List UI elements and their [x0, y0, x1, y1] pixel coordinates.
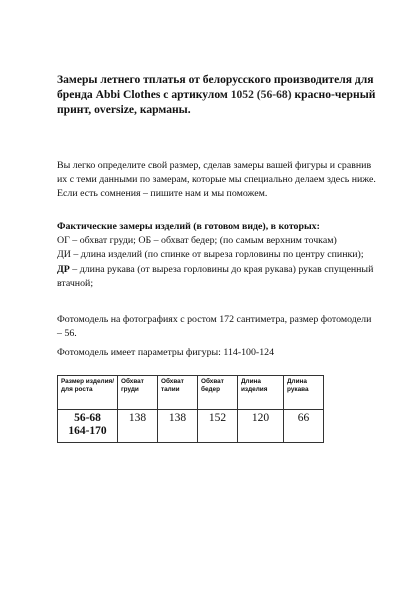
- size-table: [57, 375, 324, 443]
- table-header-cell: Длина изделия: [238, 376, 284, 410]
- definition-di: ДИ – длина изделий (по спинке от выреза горловины по центру спинки);: [57, 249, 364, 261]
- definitions-heading: Фактические замеры изделий (в готовом виде), в которых:: [57, 221, 320, 232]
- height-range: 164-170: [68, 425, 107, 437]
- table-cell: 152: [198, 410, 238, 443]
- intro-paragraph: Вы легко определите свой размер, сделав замеры вашей фигуры и сравнив их с теми данными по замерам, которые мы специально делаем здесь ниже. Если есть сомнения – пишите нам и мы поможем.: [57, 160, 376, 200]
- table-header-cell: Длина рукава: [284, 376, 324, 410]
- size-cell: [58, 410, 118, 443]
- title-tail: красно-черный принт, oversize, карманы.: [57, 88, 376, 116]
- model-params: Фотомодель имеет параметры фигуры: 114-100-124: [57, 347, 275, 358]
- table-row: [58, 410, 324, 443]
- document-title: [57, 72, 377, 117]
- table-cell: 138: [118, 410, 158, 443]
- table-header-row: [58, 376, 324, 410]
- definition-dr-text: – длина рукава (от выреза горловины до края рукава) рукав спущенный втачной;: [57, 263, 374, 289]
- title-main: Замеры летнего тплатья от белорусского производителя для бренда Abbi Clothes с артикулом: [57, 73, 374, 101]
- table-header-cell: Размер изделия/для роста: [58, 376, 118, 410]
- table-header-cell: Обхват бедер: [198, 376, 238, 410]
- definition-dr: [57, 263, 377, 291]
- definition-dr-abbr: ДР: [57, 263, 70, 275]
- title-article: 1052 (56-68): [230, 88, 292, 101]
- size-range: 56-68: [74, 412, 101, 424]
- table-cell: 66: [284, 410, 324, 443]
- table-cell: 138: [158, 410, 198, 443]
- definitions-block: [57, 220, 377, 291]
- definition-og: ОГ – обхват груди; ОБ – обхват бедер; (по самым верхним точкам): [57, 235, 337, 247]
- photo-note: Фотомодель на фотографиях с ростом 172 сантиметра, размер фотомодели – 56.: [57, 314, 372, 340]
- table-header-cell: Обхват груди: [118, 376, 158, 410]
- table-header-cell: Обхват талии: [158, 376, 198, 410]
- table-cell: 120: [238, 410, 284, 443]
